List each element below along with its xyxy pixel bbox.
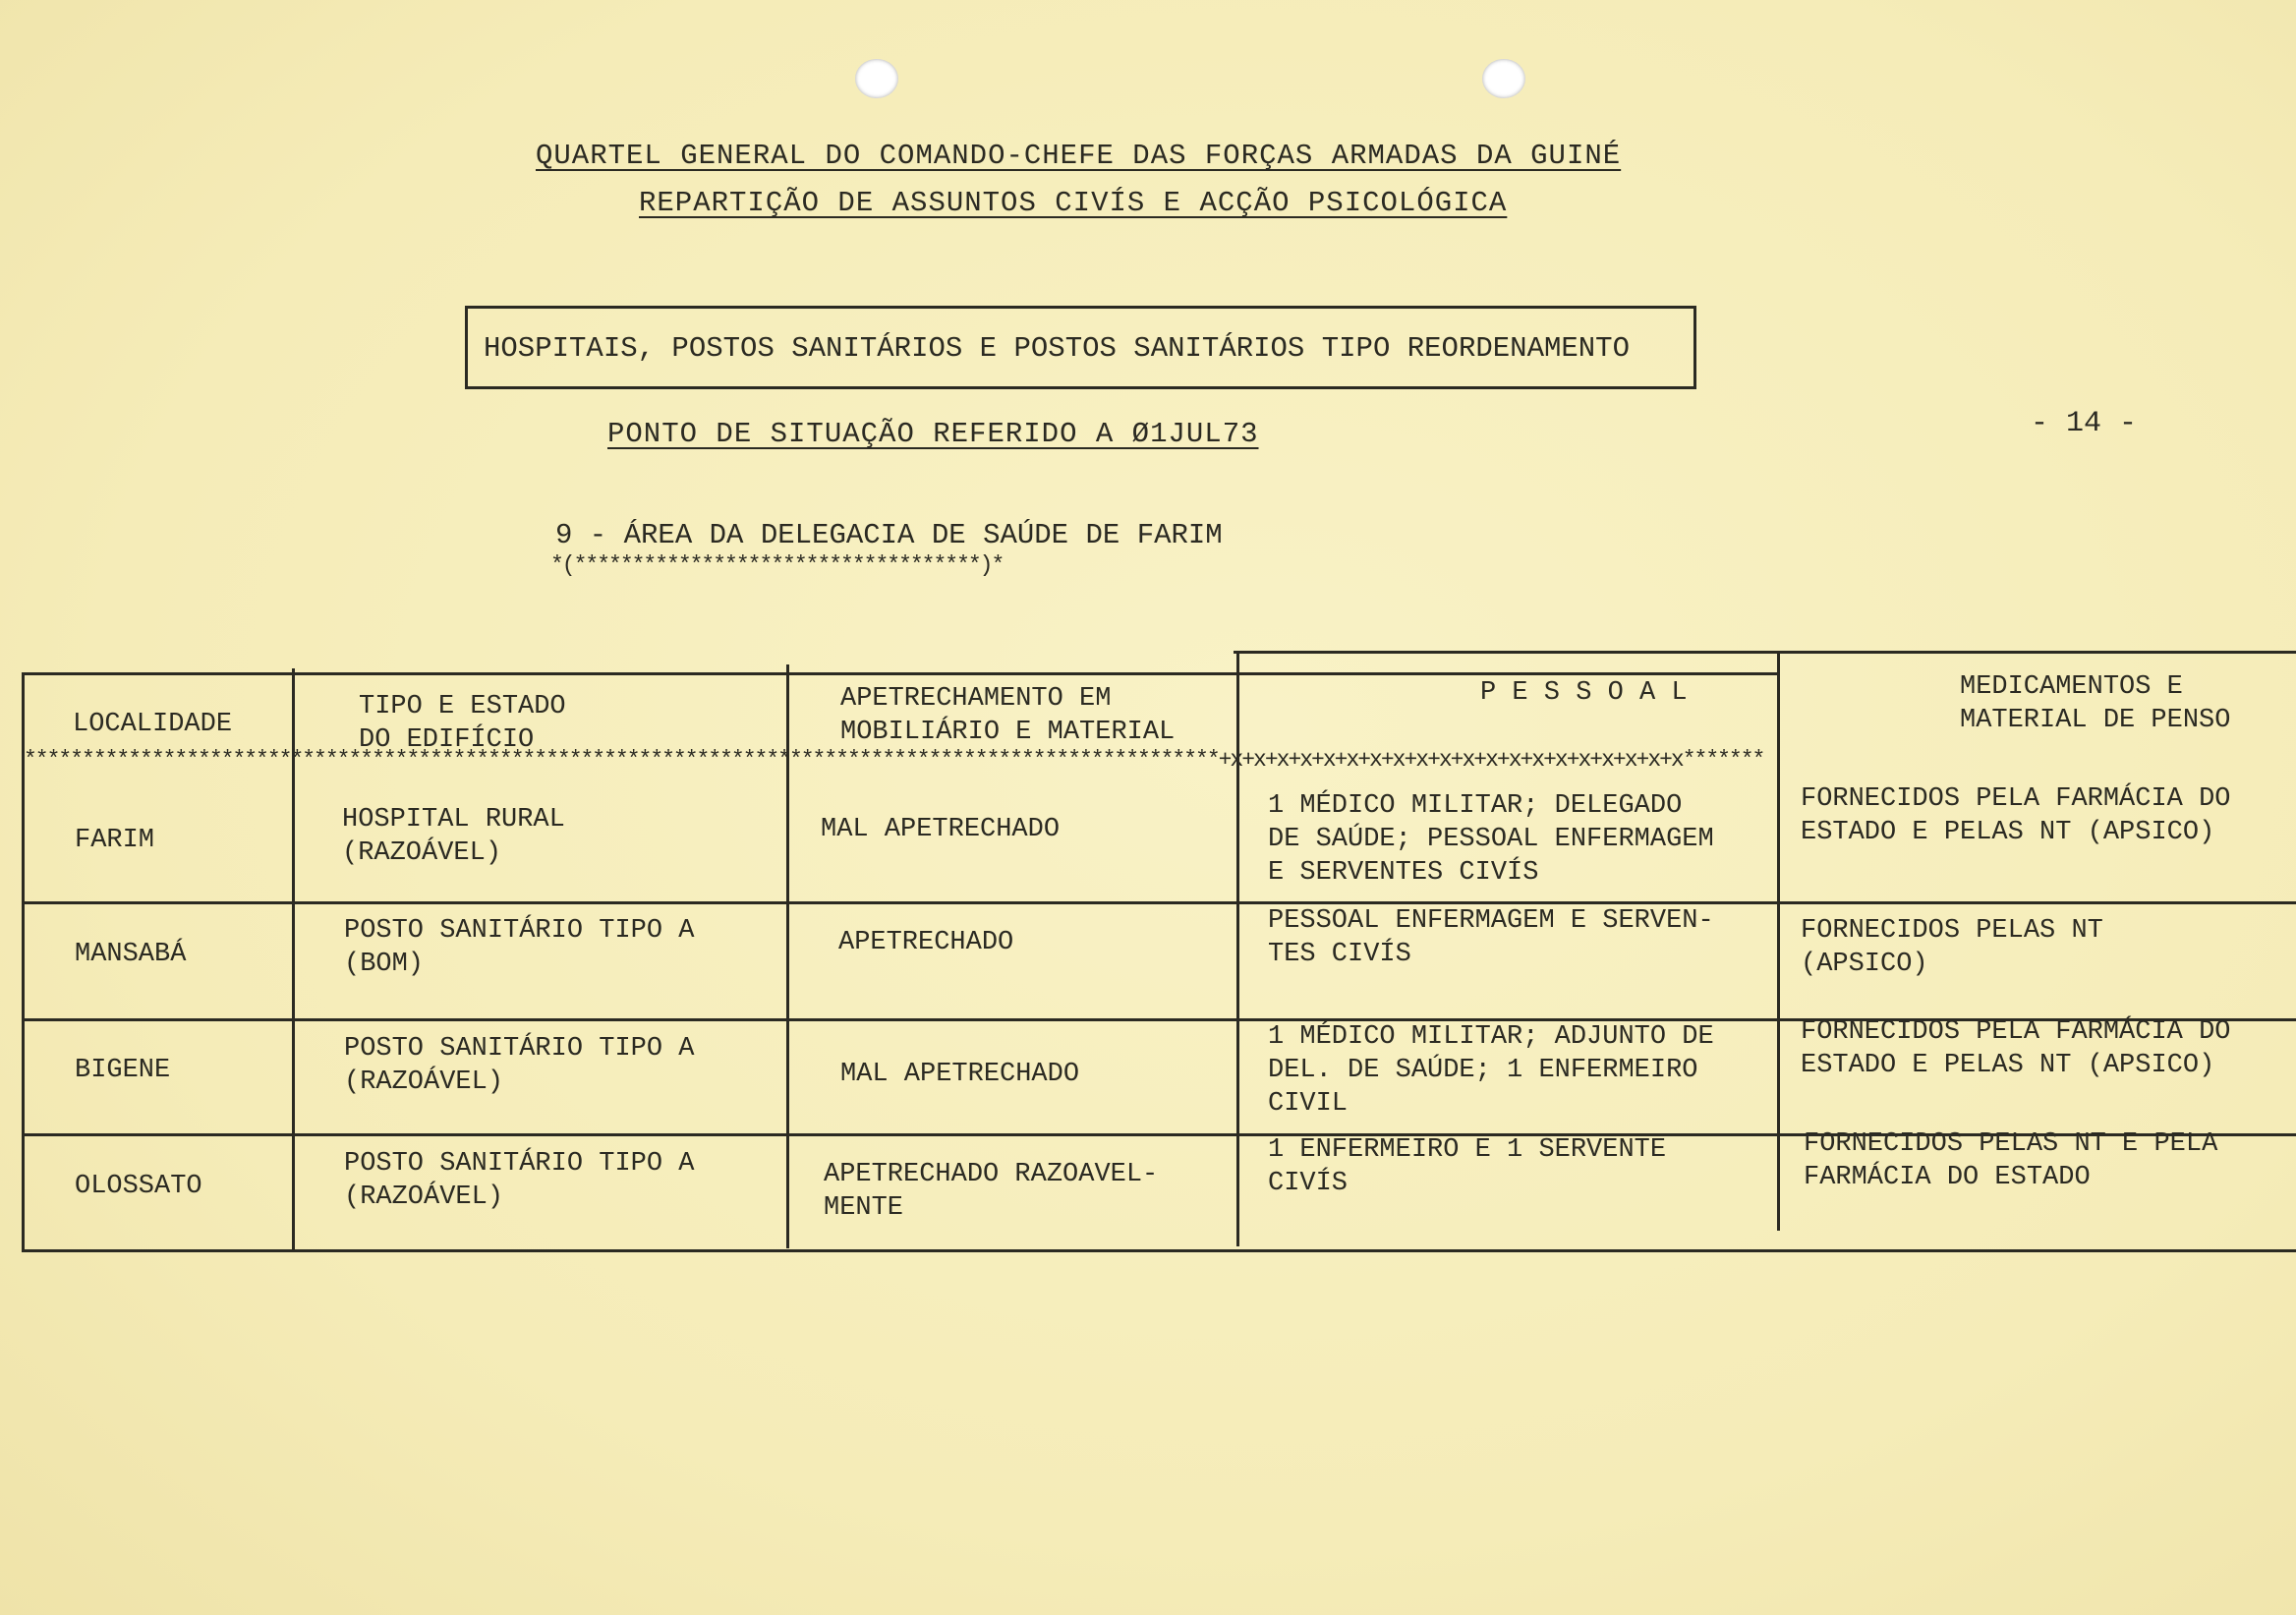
table-cell-medicamentos: FORNECIDOS PELA FARMÁCIA DO ESTADO E PELAS NT (APSICO) bbox=[1801, 1017, 2231, 1080]
column-header-localidade: LOCALIDADE bbox=[73, 710, 233, 739]
table-cell-medicamentos: FORNECIDOS PELA FARMÁCIA DO ESTADO E PELAS NT (APSICO) bbox=[1801, 784, 2231, 847]
table-header-separator: *******************************************************************************************************+x+x+x+x+x+x+x+x+x+x+x+x+x+x+x+x+x+x+x+x******* bbox=[24, 747, 1764, 773]
column-header-tipo: TIPO E ESTADO DO EDIFÍCIO bbox=[359, 692, 566, 755]
table-cell-tipo: POSTO SANITÁRIO TIPO A (RAZOÁVEL) bbox=[344, 1149, 695, 1212]
column-header-apetrechamento: APETRECHAMENTO EM MOBILIÁRIO E MATERIAL bbox=[840, 684, 1176, 747]
table-cell-localidade: OLOSSATO bbox=[75, 1172, 202, 1201]
table-cell-apetrechamento: MAL APETRECHADO bbox=[840, 1060, 1080, 1089]
table-cell-localidade: FARIM bbox=[75, 826, 155, 855]
table-cell-localidade: BIGENE bbox=[75, 1056, 171, 1085]
table-cell-pessoal: 1 MÉDICO MILITAR; DELEGADO DE SAÚDE; PESSOAL ENFERMAGEM E SERVENTES CIVÍS bbox=[1268, 791, 1714, 888]
table-cell-apetrechamento: APETRECHADO bbox=[838, 928, 1014, 957]
title-box bbox=[465, 306, 1696, 389]
table-cell-pessoal: 1 ENFERMEIRO E 1 SERVENTE CIVÍS bbox=[1268, 1135, 1667, 1198]
header-line-1: QUARTEL GENERAL DO COMANDO-CHEFE DAS FORÇAS ARMADAS DA GUINÉ bbox=[536, 140, 1622, 172]
header-line-2: REPARTIÇÃO DE ASSUNTOS CIVÍS E ACÇÃO PSICOLÓGICA bbox=[639, 187, 1508, 219]
table-cell-apetrechamento: MAL APETRECHADO bbox=[821, 815, 1061, 844]
section-xline: *(***********************************)* bbox=[550, 552, 1004, 578]
table-cell-tipo: POSTO SANITÁRIO TIPO A (BOM) bbox=[344, 916, 695, 979]
punch-hole-right bbox=[1482, 59, 1525, 98]
table-cell-medicamentos: FORNECIDOS PELAS NT (APSICO) bbox=[1801, 916, 2103, 979]
punch-hole-left bbox=[855, 59, 898, 98]
section-title: 9 - ÁREA DA DELEGACIA DE SAÚDE DE FARIM bbox=[555, 519, 1223, 551]
table-cell-apetrechamento: APETRECHADO RAZOAVEL- MENTE bbox=[824, 1160, 1159, 1223]
situation-line: PONTO DE SITUAÇÃO REFERIDO A Ø1JUL73 bbox=[607, 418, 1259, 450]
column-header-medicamentos: MEDICAMENTOS E MATERIAL DE PENSO bbox=[1960, 672, 2231, 735]
table-cell-pessoal: PESSOAL ENFERMAGEM E SERVEN- TES CIVÍS bbox=[1268, 906, 1714, 969]
page-number: - 14 - bbox=[2031, 407, 2138, 440]
table-cell-medicamentos: FORNECIDOS PELAS NT E PELA FARMÁCIA DO ESTADO bbox=[1804, 1129, 2218, 1192]
table-cell-tipo: HOSPITAL RURAL (RAZOÁVEL) bbox=[342, 805, 565, 868]
table-cell-localidade: MANSABÁ bbox=[75, 940, 187, 969]
column-header-pessoal: P E S S O A L bbox=[1480, 678, 1688, 708]
table-cell-pessoal: 1 MÉDICO MILITAR; ADJUNTO DE DEL. DE SAÚDE; 1 ENFERMEIRO CIVIL bbox=[1268, 1022, 1714, 1119]
title-box-text: HOSPITAIS, POSTOS SANITÁRIOS E POSTOS SANITÁRIOS TIPO REORDENAMENTO bbox=[484, 332, 1630, 365]
table-cell-tipo: POSTO SANITÁRIO TIPO A (RAZOÁVEL) bbox=[344, 1034, 695, 1097]
